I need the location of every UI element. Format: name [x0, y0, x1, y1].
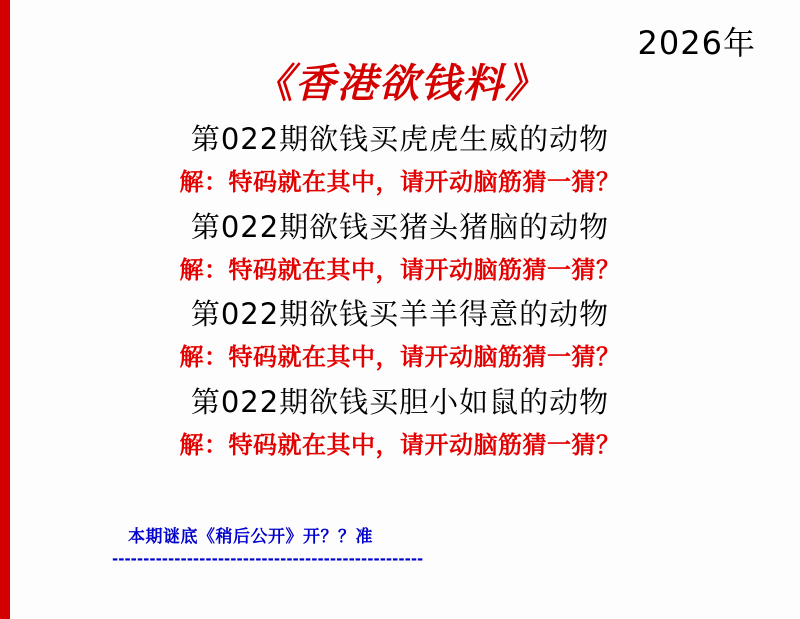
entries-list	[0, 118, 800, 469]
list-item	[0, 381, 800, 469]
entry-question: 第022期欲钱买羊羊得意的动物	[190, 297, 610, 332]
year-label: 2026年	[637, 24, 756, 62]
list-item	[0, 206, 800, 294]
list-item	[0, 293, 800, 381]
entry-question: 第022期欲钱买胆小如鼠的动物	[190, 384, 610, 419]
list-item	[0, 118, 800, 206]
entry-question: 第022期欲钱买猪头猪脑的动物	[190, 209, 610, 244]
entry-answer: 解：特码就在其中，请开动脑筋猜一猜？	[179, 343, 621, 372]
page-title: 《香港欲钱料》	[253, 61, 547, 107]
entry-answer: 解：特码就在其中，请开动脑筋猜一猜？	[179, 255, 621, 284]
entry-answer: 解：特码就在其中，请开动脑筋猜一猜？	[179, 430, 621, 459]
footer-note: 本期谜底《稍后公开》开？？准	[128, 527, 373, 547]
entry-answer: 解：特码就在其中，请开动脑筋猜一猜？	[179, 168, 621, 197]
footer-divider: --------------------------------------------------	[112, 550, 424, 568]
entry-question: 第022期欲钱买虎虎生威的动物	[190, 122, 610, 156]
